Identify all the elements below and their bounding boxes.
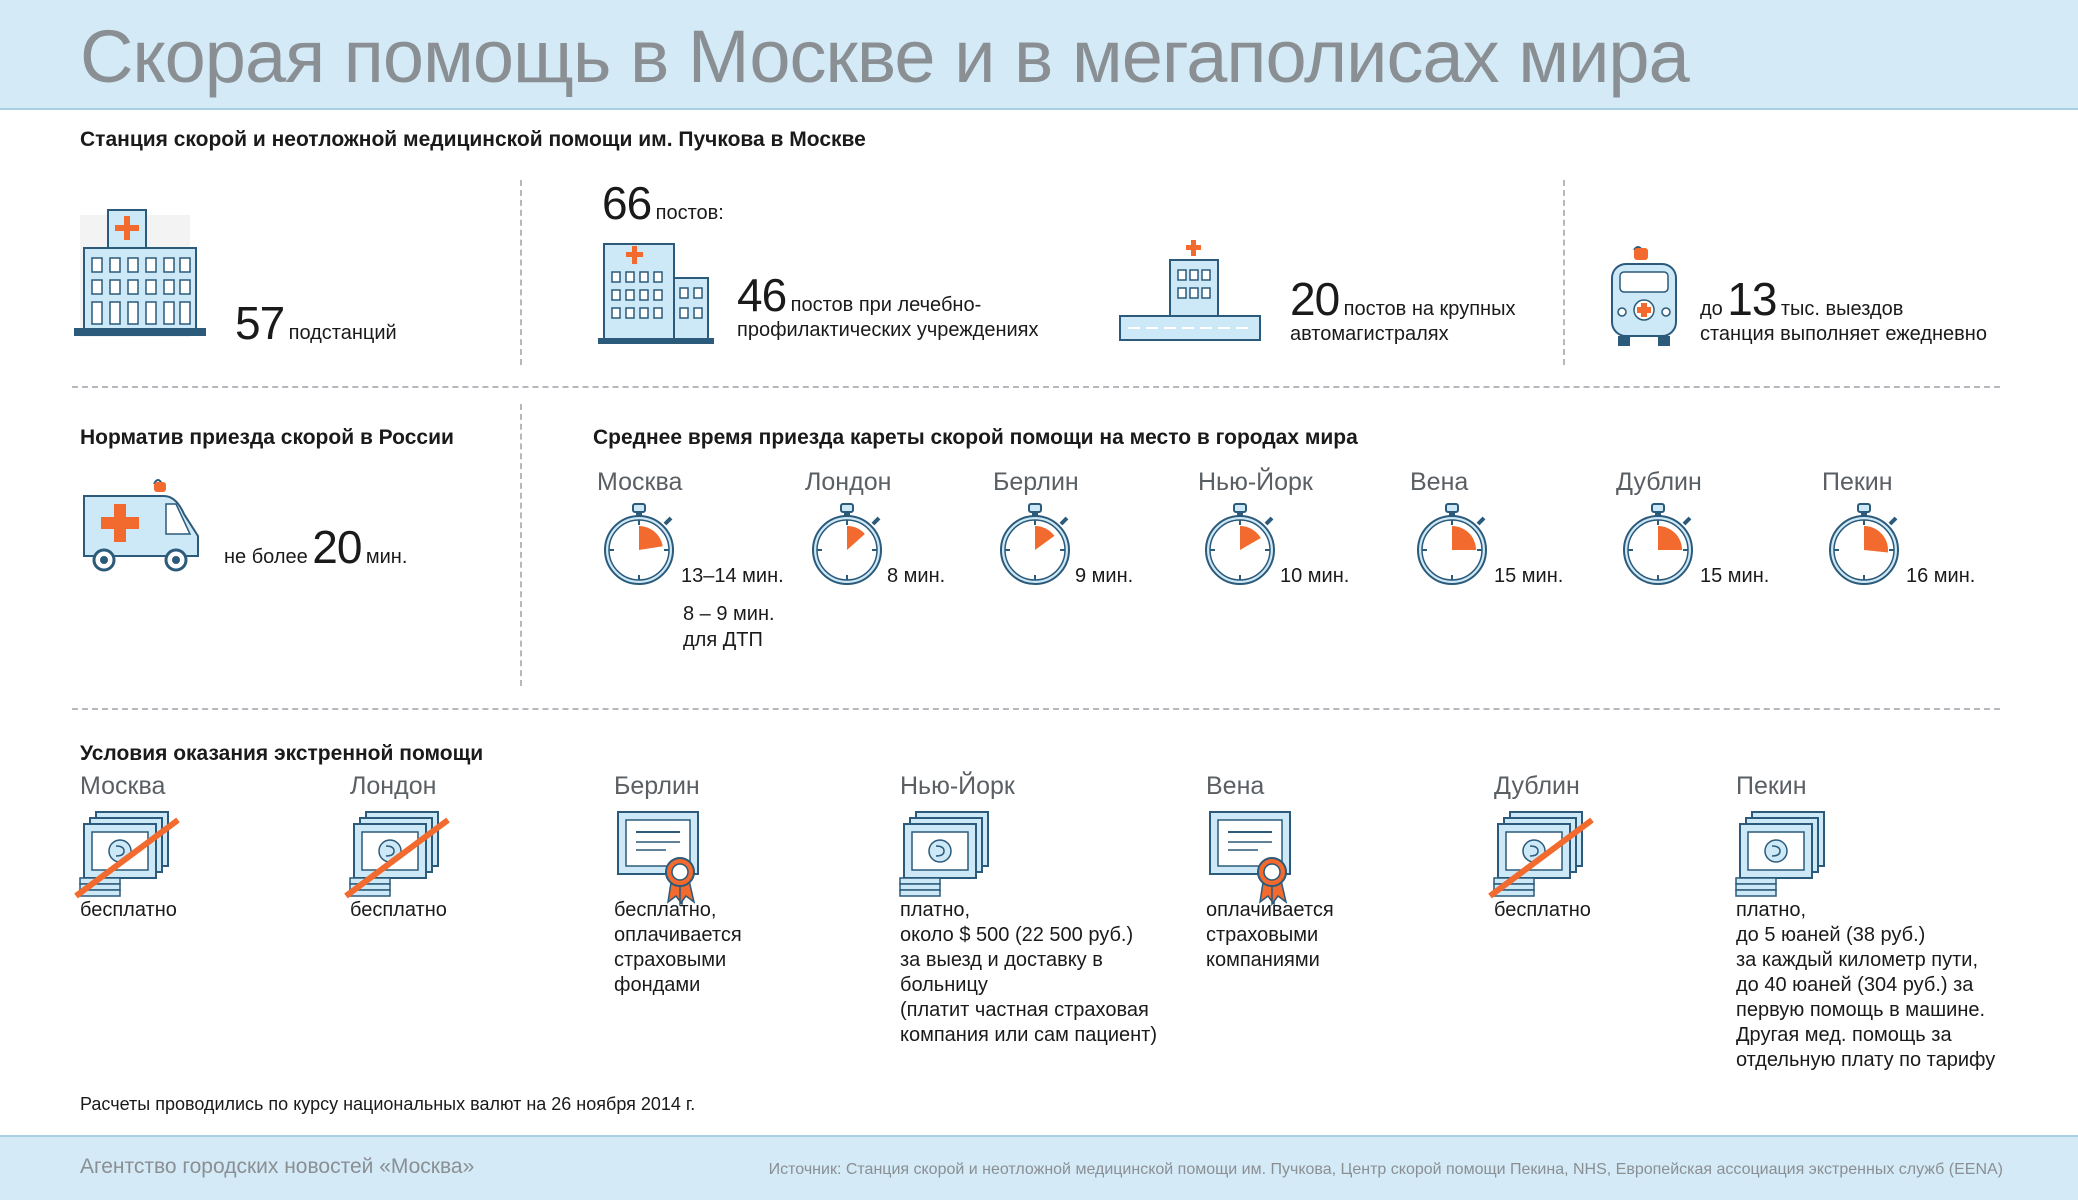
condition-city-name: Дублин — [1494, 772, 1580, 800]
condition-text-line: до 5 юаней (38 руб.) — [1736, 924, 1926, 946]
page-footer — [0, 1135, 2078, 1200]
divider — [1563, 180, 1565, 365]
certificate-icon — [614, 808, 718, 908]
divider — [72, 708, 2000, 710]
condition-text-line: отдельную плату по тарифу — [1736, 1049, 1996, 1071]
condition-text-line: бесплатно — [1494, 899, 1591, 921]
timer-city-name: Нью-Йорк — [1198, 468, 1313, 496]
moscow-extra-label: для ДТП — [683, 629, 763, 651]
condition-city-name: Москва — [80, 772, 166, 800]
avg-time-section-title: Среднее время приезда кареты скорой помощи на место в городах мира — [593, 426, 1358, 449]
timer-city-name: Пекин — [1822, 468, 1893, 496]
currency-note: Расчеты проводились по курсу национальных валют на 26 ноября 2014 г. — [80, 1094, 696, 1114]
condition-text-line: оплачивается — [614, 924, 742, 946]
ambulance-side-icon — [80, 474, 204, 574]
condition-text-line: за каждый километр пути, — [1736, 949, 1979, 971]
timer-value: 8 мин. — [887, 565, 946, 587]
condition-text-line: Другая мед. помощь за — [1736, 1024, 1952, 1046]
substations-label: подстанций — [288, 322, 397, 344]
agency-name: Агентство городских новостей «Москва» — [80, 1155, 475, 1178]
timer-city-name: Дублин — [1616, 468, 1702, 496]
moscow-extra-time: 8 – 9 мин. — [683, 603, 775, 625]
stopwatch-icon — [1416, 500, 1496, 590]
posts-medical-label-1: постов при лечебно- — [790, 294, 982, 316]
calls-label-1: тыс. выездов — [1780, 298, 1904, 320]
station-section-title: Станция скорой и неотложной медицинской помощи им. Пучкова в Москве — [80, 128, 866, 151]
norm-section-title: Норматив приезда скорой в России — [80, 426, 454, 449]
condition-text-line: страховыми — [1206, 924, 1319, 946]
condition-text-line: оплачивается — [1206, 899, 1334, 921]
calls-prefix: до — [1700, 298, 1723, 320]
condition-city-name: Лондон — [350, 772, 437, 800]
posts-medical-label-2: профилактических учреждениях — [737, 319, 1039, 341]
clinic-icon — [598, 238, 718, 348]
page-header — [0, 0, 2078, 110]
money-crossed-icon — [350, 808, 454, 908]
timer-city-name: Москва — [597, 468, 683, 496]
ambulance-front-icon — [1608, 242, 1684, 348]
page-title: Скорая помощь в Москве и в мегаполисах мира — [80, 15, 1689, 98]
calls-value: 13 — [1727, 273, 1777, 325]
condition-city-name: Берлин — [614, 772, 700, 800]
condition-text-line: до 40 юаней (304 руб.) за — [1736, 974, 1974, 996]
condition-text-line: (платит частная страховая — [900, 999, 1149, 1021]
timer-value: 15 мин. — [1700, 565, 1770, 587]
source-note: Источник: Станция скорой и неотложной медицинской помощи им. Пучкова, Центр скорой помощи Пекина, NHS, Европейская ассоциация экстренных служб (EENA) — [768, 1161, 2003, 1178]
stopwatch-icon — [603, 500, 683, 590]
substations-value: 57 — [235, 297, 285, 349]
condition-city-name: Вена — [1206, 772, 1265, 800]
stopwatch-icon — [1622, 500, 1702, 590]
timer-value: 13–14 мин. — [681, 565, 784, 587]
condition-text-line: за выезд и доставку в — [900, 949, 1103, 971]
norm-value: 20 — [312, 521, 362, 573]
posts-highway-value: 20 — [1290, 273, 1340, 325]
posts-label: постов: — [655, 202, 724, 224]
stopwatch-icon — [811, 500, 891, 590]
money-crossed-icon — [1494, 808, 1598, 908]
timer-value: 16 мин. — [1906, 565, 1976, 587]
norm-unit: мин. — [365, 546, 408, 568]
condition-text-line: бесплатно — [350, 899, 447, 921]
money-crossed-icon — [80, 808, 184, 908]
condition-text-line: фондами — [614, 974, 701, 996]
posts-value: 66 — [602, 177, 652, 229]
condition-text-line: платно, — [900, 899, 971, 921]
hospital-icon — [70, 200, 220, 340]
posts-highway-label-1: постов на крупных — [1343, 298, 1516, 320]
timer-city-name: Лондон — [805, 468, 892, 496]
timer-value: 10 мин. — [1280, 565, 1350, 587]
stopwatch-icon — [999, 500, 1079, 590]
conditions-section-title: Условия оказания экстренной помощи — [80, 742, 484, 765]
money-icon — [900, 808, 1004, 908]
posts-medical-stat — [737, 269, 1039, 343]
condition-text-line: около $ 500 (22 500 руб.) — [900, 924, 1134, 946]
timer-city-name: Вена — [1410, 468, 1469, 496]
norm-prefix: не более — [224, 546, 308, 568]
condition-text-line: страховыми — [614, 949, 727, 971]
divider — [520, 180, 522, 365]
posts-medical-value: 46 — [737, 269, 787, 321]
condition-text-line: больницу — [900, 974, 988, 996]
money-icon — [1736, 808, 1840, 908]
condition-text-line: бесплатно, — [614, 899, 717, 921]
divider — [72, 386, 2000, 388]
timer-value: 15 мин. — [1494, 565, 1564, 587]
posts-stat — [602, 177, 724, 229]
timer-value: 9 мин. — [1075, 565, 1134, 587]
divider — [520, 404, 522, 686]
posts-highway-label-2: автомагистралях — [1290, 323, 1449, 345]
substations-stat — [235, 297, 397, 349]
condition-text-line: платно, — [1736, 899, 1807, 921]
condition-text-line: бесплатно — [80, 899, 177, 921]
condition-text-line: компаниями — [1206, 949, 1320, 971]
condition-text-line: первую помощь в машине. — [1736, 999, 1986, 1021]
condition-city-name: Пекин — [1736, 772, 1807, 800]
calls-stat — [1700, 273, 1987, 347]
certificate-icon — [1206, 808, 1310, 908]
norm-stat — [224, 521, 408, 573]
posts-highway-stat — [1290, 273, 1516, 347]
stopwatch-icon — [1828, 500, 1908, 590]
highway-post-icon — [1120, 238, 1270, 348]
stopwatch-icon — [1204, 500, 1284, 590]
calls-label-2: станция выполняет ежедневно — [1700, 323, 1987, 345]
condition-city-name: Нью-Йорк — [900, 772, 1015, 800]
timer-city-name: Берлин — [993, 468, 1079, 496]
condition-text-line: компания или сам пациент) — [900, 1024, 1157, 1046]
